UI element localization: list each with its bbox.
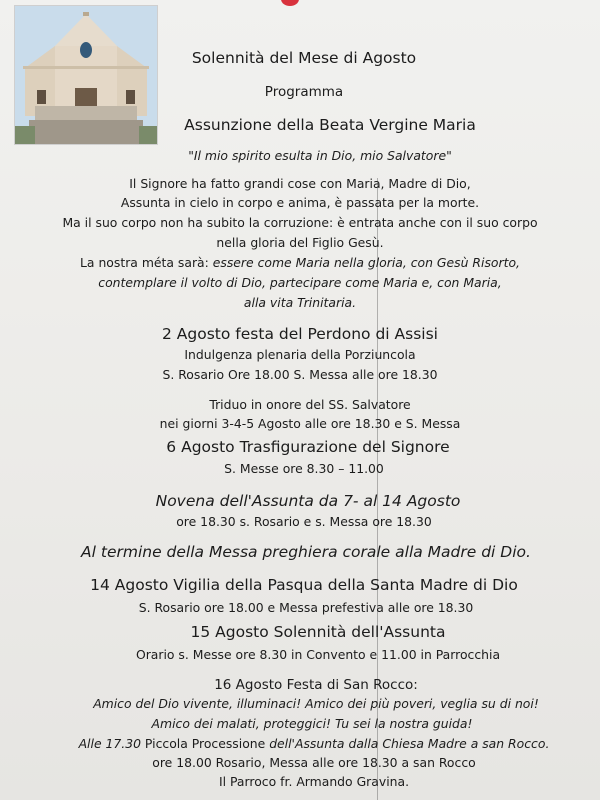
triduo-heading: Triduo in onore del SS. Salvatore xyxy=(209,397,411,412)
novena-line-1: ore 18.30 s. Rosario e s. Messa ore 18.30 xyxy=(176,514,432,529)
intro-line-3: Ma il suo corpo non ha subito la corruzione: è entrata anche con il suo corpo xyxy=(62,215,538,230)
intro-line-5-lead: La nostra méta sarà: xyxy=(80,255,213,270)
perdono-heading: 2 Agosto festa del Perdono di Assisi xyxy=(162,325,438,343)
intro-line-5-italic: essere come Maria nella gloria, con Gesù Risorto, xyxy=(212,255,520,270)
rocco-signature: Il Parroco fr. Armando Gravina. xyxy=(218,774,410,789)
intro-line-1: Il Signore ha fatto grandi cose con Maria, Madre di Dio, xyxy=(129,176,471,191)
novena-heading: Novena dell'Assunta da 7- al 14 Agosto xyxy=(155,492,461,510)
quote: "Il mio spirito esulta in Dio, mio Salvatore" xyxy=(188,148,452,163)
intro-line-4: nella gloria del Figlio Gesù. xyxy=(216,235,384,250)
notice-subtitle: Programma xyxy=(264,84,344,100)
novena-line-2: Al termine della Messa preghiera corale alla Madre di Dio. xyxy=(81,543,531,561)
rocco-line-4: ore 18.00 Rosario, Messa alle ore 18.30 a san Rocco xyxy=(152,755,476,770)
vigilia-line-1: S. Rosario ore 18.00 e Messa prefestiva alle ore 18.30 xyxy=(138,600,474,615)
assunta-line-1: Orario s. Messe ore 8.30 in Convento e 11.00 in Parrocchia xyxy=(135,647,501,662)
trasfigurazione-heading: 6 Agosto Trasfigurazione del Signore xyxy=(166,438,450,456)
triduo-line-1: nei giorni 3-4-5 Agosto alle ore 18.30 e S. Messa xyxy=(159,416,461,431)
rocco-line-1: Amico del Dio vivente, illuminaci! Amico dei più poveri, veglia su di noi! xyxy=(93,696,539,711)
rocco-line-3-time: Alle 17.30 xyxy=(78,736,145,751)
intro-line-6: contemplare il volto di Dio, partecipare come Maria e, con Maria, xyxy=(98,275,502,290)
rocco-line-3 xyxy=(14,737,600,752)
feast-heading: Assunzione della Beata Vergine Maria xyxy=(184,116,476,134)
rocco-line-3-rest: dell'Assunta dalla Chiesa Madre a san Rocco. xyxy=(265,736,550,751)
rocco-line-2: Amico dei malati, proteggici! Tu sei la nostra guida! xyxy=(151,716,473,731)
vigilia-heading: 14 Agosto Vigilia della Pasqua della Santa Madre di Dio xyxy=(90,576,518,594)
assunta-heading: 15 Agosto Solennità dell'Assunta xyxy=(190,623,446,641)
rocco-line-3-event: Piccola Processione xyxy=(144,736,266,751)
rocco-heading: 16 Agosto Festa di San Rocco: xyxy=(214,677,418,693)
intro-line-5 xyxy=(0,256,600,271)
notice-title: Solennità del Mese di Agosto xyxy=(191,49,417,67)
trasfigurazione-line-1: S. Messe ore 8.30 – 11.00 xyxy=(224,461,384,476)
perdono-line-1: Indulgenza plenaria della Porziuncola xyxy=(184,347,416,362)
intro-line-2: Assunta in cielo in corpo e anima, è passata per la morte. xyxy=(120,195,480,210)
perdono-line-2: S. Rosario Ore 18.00 S. Messa alle ore 18.30 xyxy=(162,367,438,382)
intro-line-7: alla vita Trinitaria. xyxy=(243,295,357,310)
